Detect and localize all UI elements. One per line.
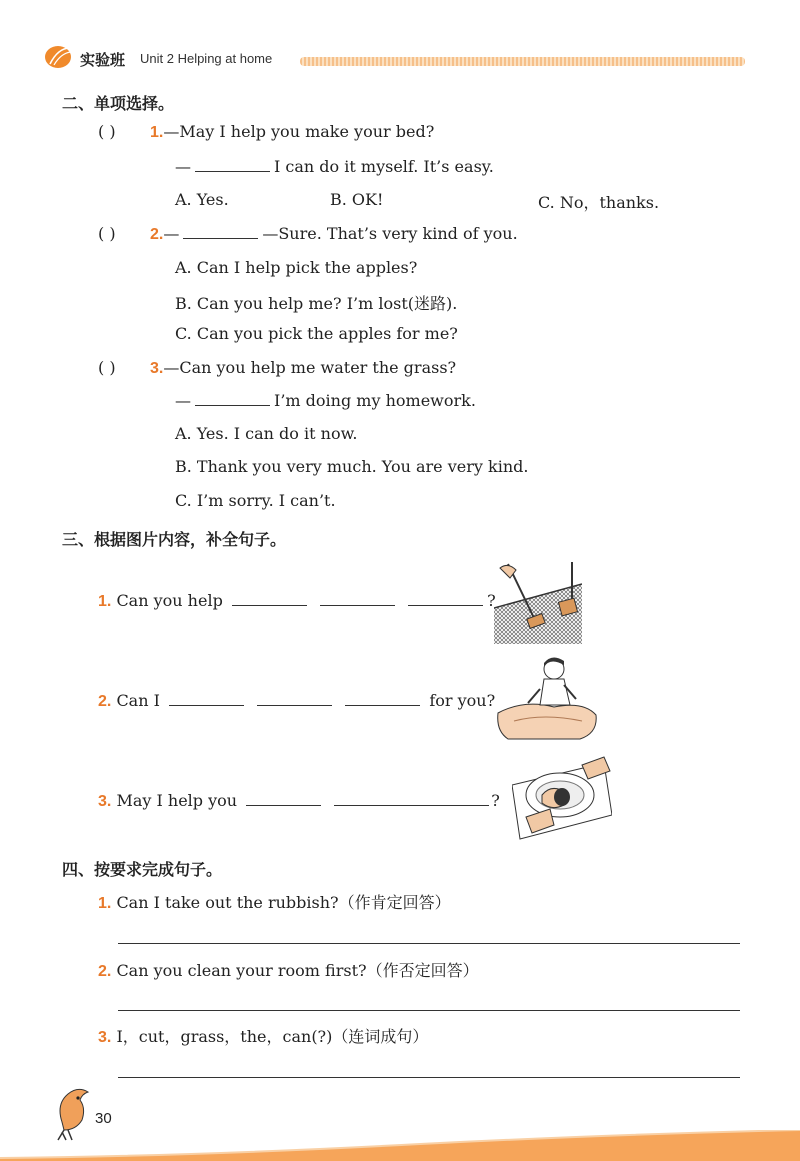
- painting-fence-picture: [494, 560, 582, 644]
- picture-question-2: 2. Can I for you?: [98, 691, 496, 710]
- question-2-answer-paren[interactable]: ( ): [98, 224, 116, 243]
- question-1-stem: [150, 122, 434, 142]
- question-number: 1.: [98, 593, 112, 610]
- section-2-title: 二、单项选择。: [62, 94, 175, 113]
- question-number: 2.: [150, 226, 164, 243]
- option-a: A. Yes. I can do it now.: [175, 424, 358, 443]
- question-1-answer-paren[interactable]: ( ): [98, 122, 116, 141]
- question-number: 3.: [98, 1029, 112, 1046]
- rewrite-question-2: 2. Can you clean your room first?（作否定回答）: [98, 961, 479, 980]
- question-number: 3.: [150, 360, 164, 377]
- option-b: B. Thank you very much. You are very kind.: [175, 457, 529, 476]
- fill-blank[interactable]: [334, 804, 489, 806]
- question-3-stem: 3.—Can you help me water the grass?: [150, 358, 457, 377]
- fill-blank[interactable]: [195, 170, 270, 172]
- series-brand: 实验班: [80, 51, 126, 69]
- footer-decor-band: [0, 1130, 800, 1161]
- option-c: C. I’m sorry. I can’t.: [175, 491, 336, 510]
- option-c: C. Can you pick the apples for me?: [175, 324, 458, 343]
- rewrite-question-1: 1. Can I take out the rubbish?（作肯定回答）: [98, 893, 451, 912]
- picture-question-3: 3. May I help you ?: [98, 791, 500, 810]
- question-number: 2.: [98, 963, 112, 980]
- fill-blank[interactable]: [320, 604, 395, 606]
- fill-blank[interactable]: [257, 704, 332, 706]
- question-number: 3.: [98, 793, 112, 810]
- option-b: B. Can you help me? I’m lost(迷路).: [175, 294, 458, 313]
- question-3-answer-paren[interactable]: ( ): [98, 358, 116, 377]
- question-text: —May I help you make your bed?: [163, 122, 435, 141]
- option-a: A. Yes.: [175, 190, 229, 209]
- fill-blank[interactable]: [246, 804, 321, 806]
- fill-blank[interactable]: [408, 604, 483, 606]
- question-3-response: — I’m doing my homework.: [175, 391, 476, 410]
- fill-blank[interactable]: [232, 604, 307, 606]
- answer-line[interactable]: [118, 943, 740, 944]
- rewrite-question-3: 3. I，cut，grass，the，can(?)（连词成句）: [98, 1027, 429, 1046]
- washing-dishes-picture: [512, 755, 612, 840]
- fill-blank[interactable]: [169, 704, 244, 706]
- fill-blank[interactable]: [183, 237, 258, 239]
- section-3-title: 三、根据图片内容，补全句子。: [62, 530, 287, 549]
- question-number: 1.: [98, 895, 112, 912]
- fill-blank[interactable]: [345, 704, 420, 706]
- question-1-response: — I can do it myself. It’s easy.: [175, 157, 494, 176]
- picture-question-1: 1. Can you help ?: [98, 591, 496, 610]
- question-2-stem: 2.— —Sure. That’s very kind of you.: [150, 224, 518, 243]
- fill-blank[interactable]: [195, 404, 270, 406]
- option-c: C. No，thanks.: [538, 193, 660, 212]
- option-a: A. Can I help pick the apples?: [175, 258, 418, 277]
- making-bed-picture: [494, 655, 600, 743]
- option-b: B. OK!: [330, 190, 384, 209]
- section-4-title: 四、按要求完成句子。: [62, 860, 223, 879]
- answer-line[interactable]: [118, 1010, 740, 1011]
- feather-logo-icon: [44, 44, 74, 70]
- header-decor-bar: [300, 57, 745, 66]
- unit-title: Unit 2 Helping at home: [140, 51, 273, 66]
- question-number: 2.: [98, 693, 112, 710]
- page-number: 30: [95, 1110, 112, 1127]
- question-number: 1.: [150, 124, 164, 141]
- answer-line[interactable]: [118, 1077, 740, 1078]
